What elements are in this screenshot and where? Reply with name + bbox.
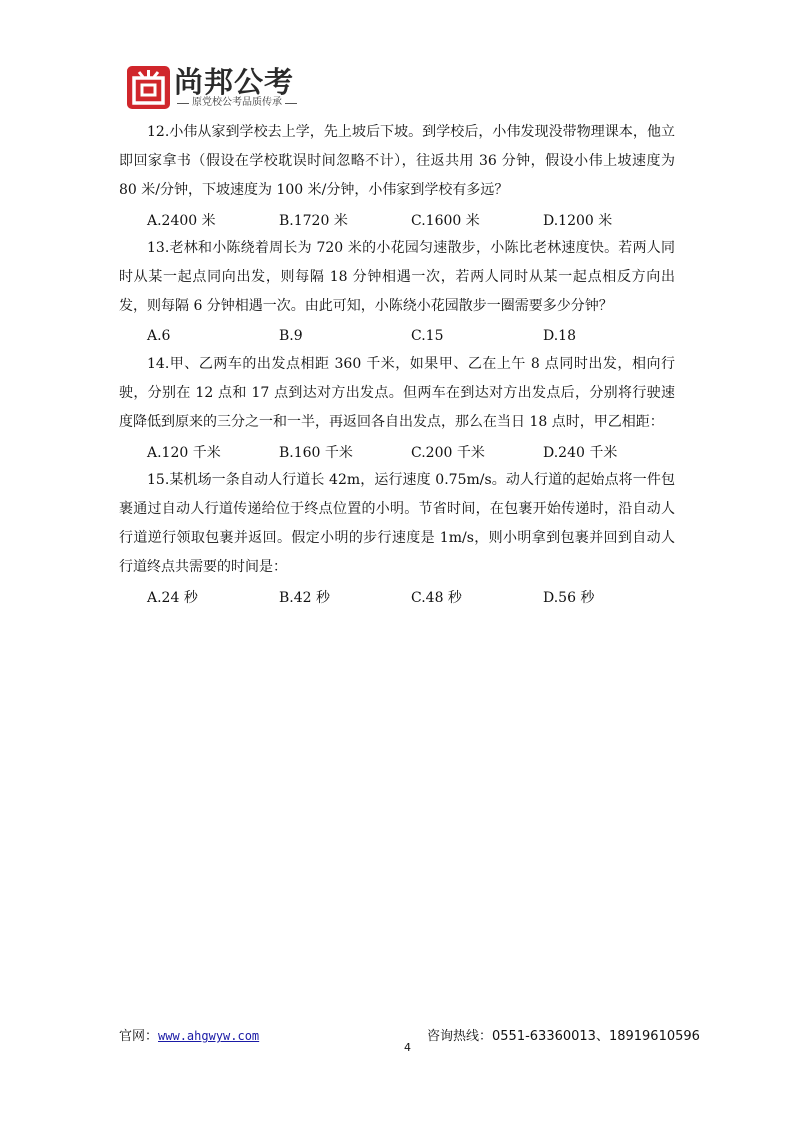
option-d: D.1200 米	[543, 212, 613, 229]
option-a: A.120 千米	[147, 444, 221, 461]
options-row	[119, 582, 675, 611]
option-a: A.2400 米	[147, 212, 216, 229]
logo-seal-icon	[127, 66, 170, 109]
question-14	[119, 350, 675, 466]
question-text: 13.老林和小陈绕着周长为 720 米的小花园匀速散步，小陈比老林速度快。若两人同时从某一起点同向出发，则每隔 18 分钟相遇一次，若两人同时从某一起点相反方向出发，则每隔 6 分钟相遇一次。由此可知，小陈绕小花园散步一圈需要多少分钟？	[119, 240, 675, 314]
option-c: C.1600 米	[411, 212, 480, 229]
logo-title: 尚邦公考	[174, 65, 295, 99]
question-list	[119, 118, 675, 611]
option-b: B.42 秒	[279, 589, 331, 606]
options-row	[119, 437, 675, 466]
website-label: 官网：	[119, 1029, 159, 1044]
question-text: 15.某机场一条自动人行道长 42m，运行速度 0.75m/s。动人行道的起始点将一件包裹通过自动人行道传递给位于终点位置的小明。节省时间，在包裹开始传递时，沿自动人行道逆行领取包裹并返回。假定小明的步行速度是 1m/s，则小明拿到包裹并回到自动人行道终点共需要的时间是：	[119, 472, 675, 575]
page-number: 4	[404, 1041, 411, 1054]
option-b: B.1720 米	[279, 212, 348, 229]
option-b: B.9	[279, 327, 303, 344]
logo-subtitle-text: 原党校公考品质传承	[192, 97, 282, 108]
subtitle-divider	[177, 103, 189, 104]
question-13	[119, 234, 675, 350]
option-c: C.48 秒	[411, 589, 462, 606]
option-c: C.200 千米	[411, 444, 485, 461]
footer-hotline: 咨询热线：0551-63360013、18919610596	[427, 1029, 700, 1044]
option-c: C.15	[411, 327, 444, 344]
question-15	[119, 466, 675, 611]
question-text: 14.甲、乙两车的出发点相距 360 千米，如果甲、乙在上午 8 点同时出发，相向行驶，分别在 12 点和 17 点到达对方出发点。但两车在到达对方出发点后，分别将行驶速度降低到原来的三分之一和一半，再返回各自出发点，那么在当日 18 点时，甲乙相距：	[119, 356, 675, 430]
subtitle-divider	[285, 103, 297, 104]
logo-subtitle	[174, 96, 314, 110]
options-row	[119, 321, 675, 350]
option-d: D.18	[543, 327, 576, 344]
option-b: B.160 千米	[279, 444, 353, 461]
option-a: A.24 秒	[147, 589, 198, 606]
question-text: 12.小伟从家到学校去上学，先上坡后下坡。到学校后，小伟发现没带物理课本，他立即回家拿书（假设在学校耽误时间忽略不计），往返共用 36 分钟，假设小伟上坡速度为 80 米/分钟，下坡速度为 100 米/分钟，小伟家到学校有多远？	[119, 124, 675, 198]
options-row	[119, 205, 675, 234]
question-12	[119, 118, 675, 234]
website-link[interactable]: www.ahgwyw.com	[158, 1029, 260, 1043]
footer-website	[119, 1025, 259, 1044]
option-d: D.240 千米	[543, 444, 618, 461]
option-d: D.56 秒	[543, 589, 595, 606]
brand-logo	[127, 66, 317, 112]
option-a: A.6	[147, 327, 171, 344]
